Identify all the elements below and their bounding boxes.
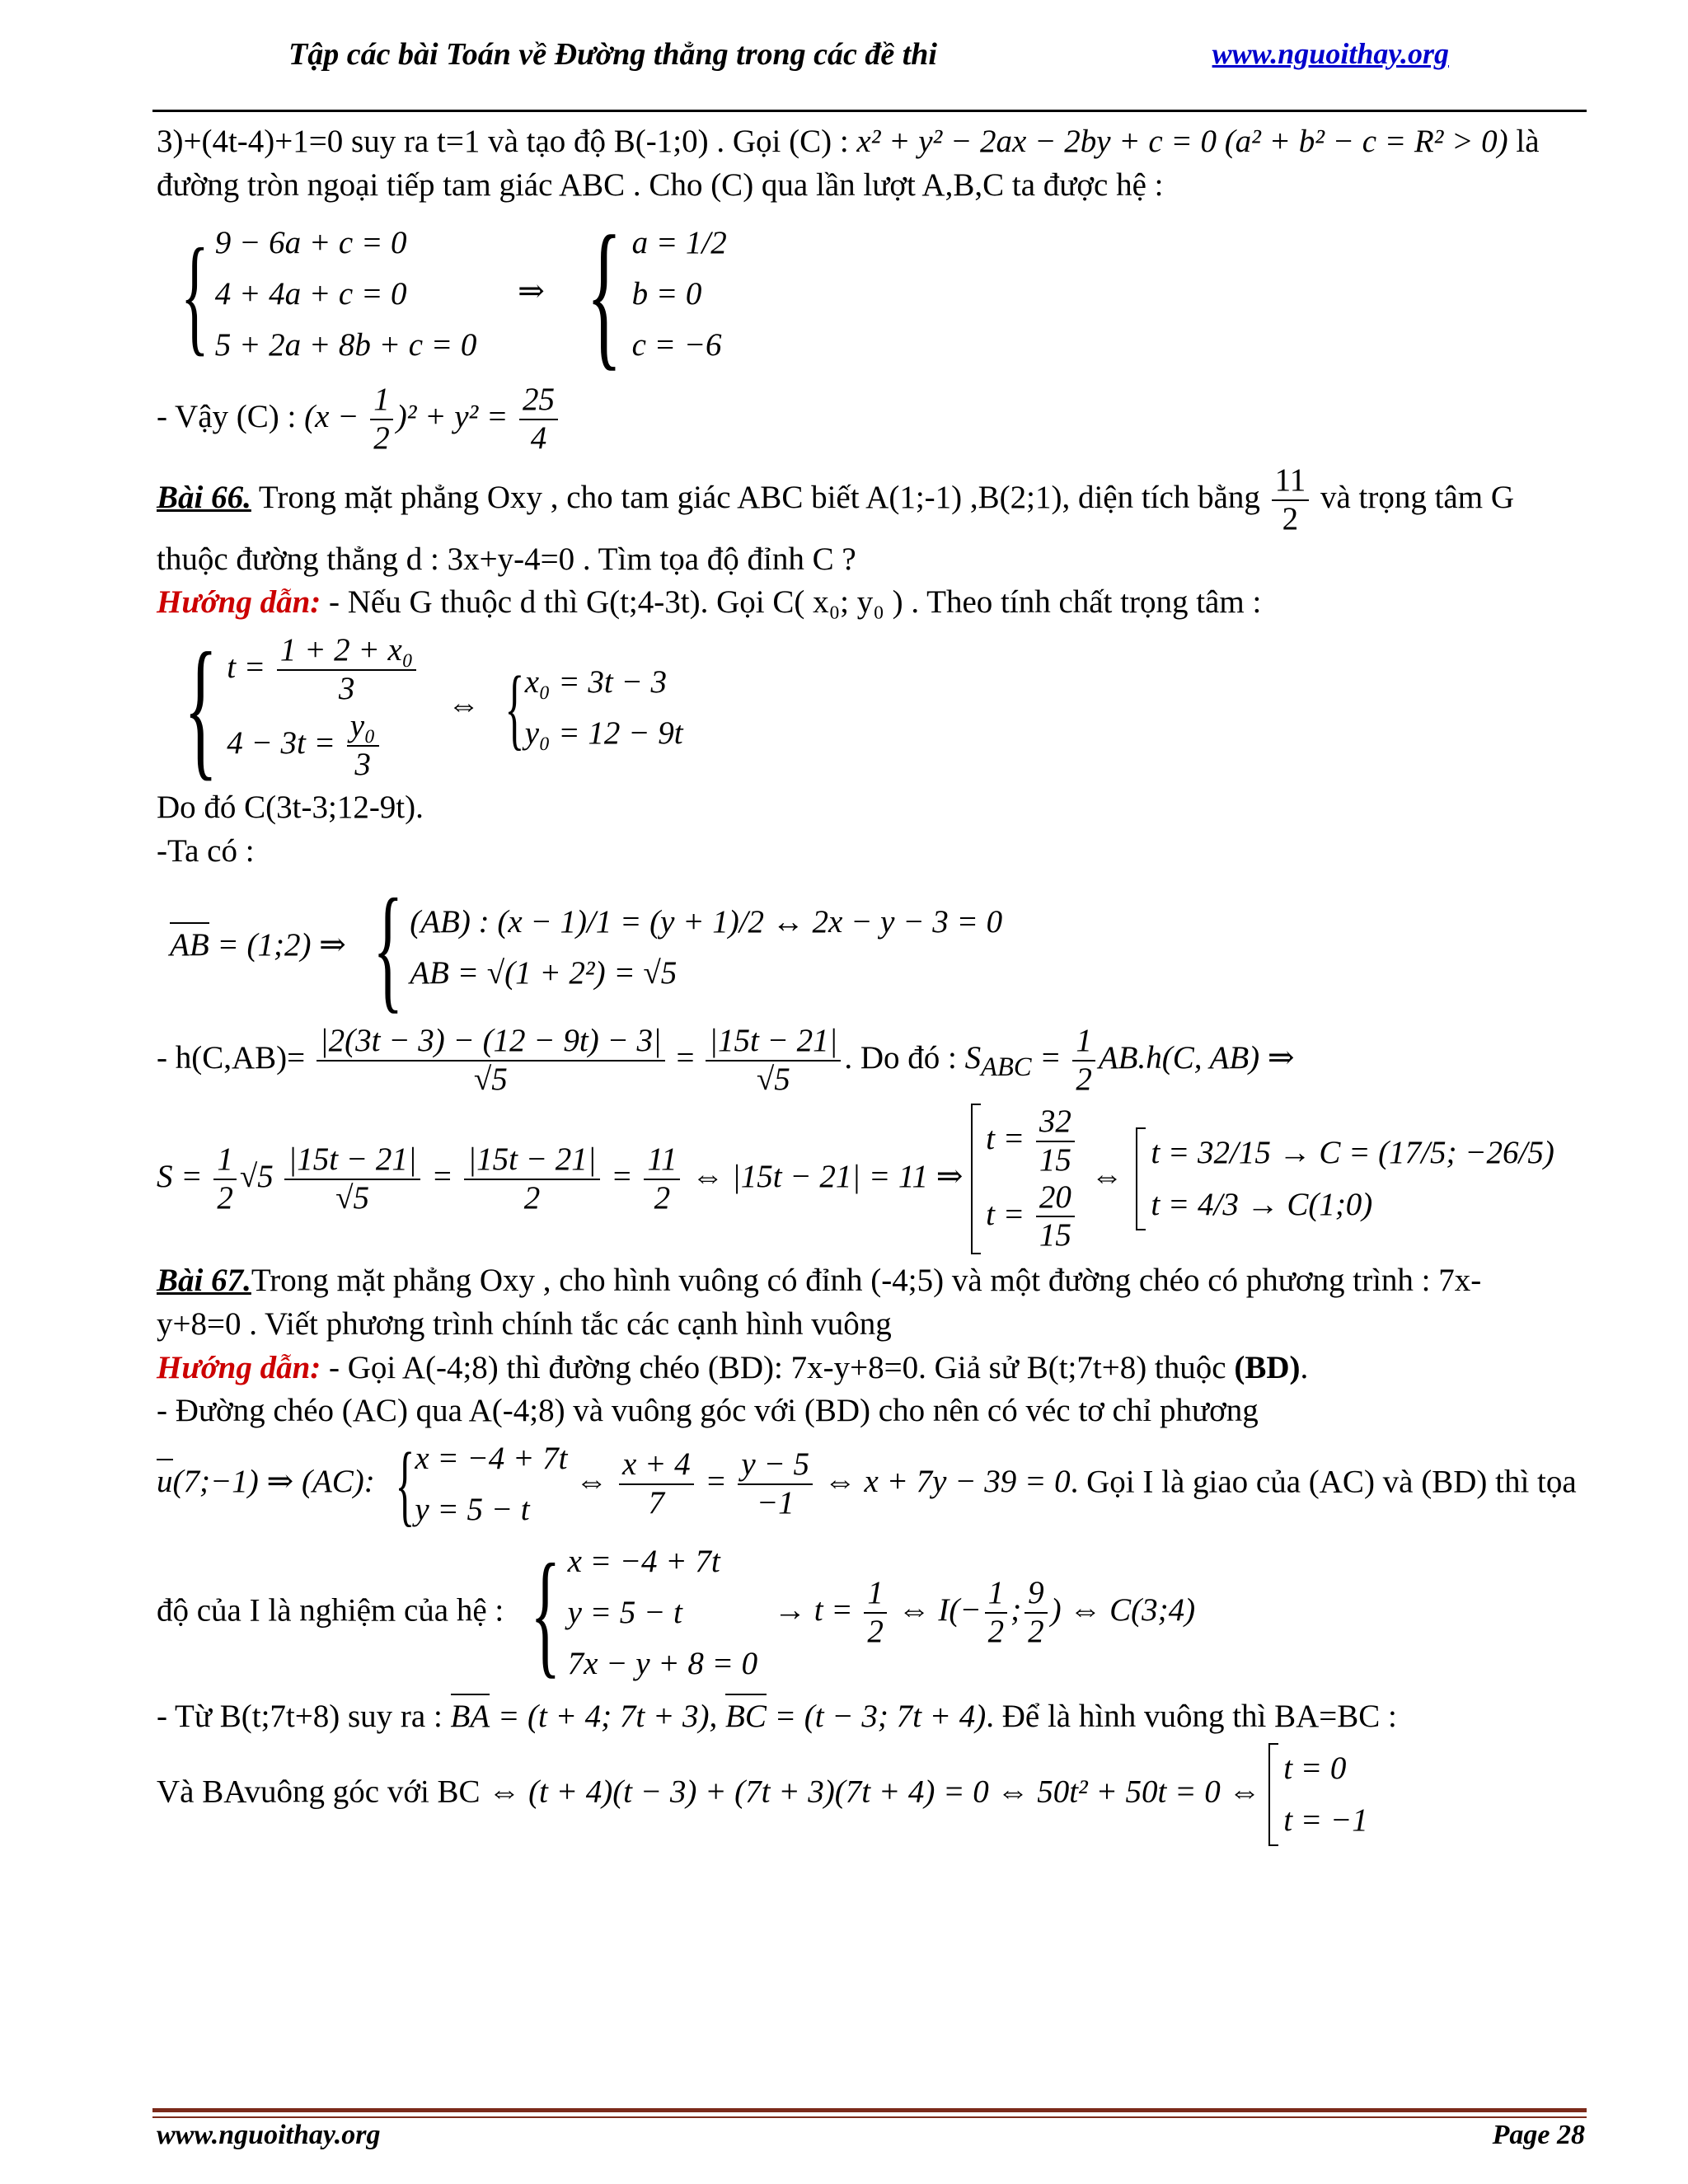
bai-66-label: Bài 66. bbox=[157, 479, 251, 515]
text-intro: 3)+(4t-4)+1=0 suy ra t=1 và tạo độ B(-1;0) . Gọi (C) : bbox=[157, 124, 857, 159]
do-do: Do đó C(3t-3;12-9t). bbox=[157, 789, 424, 825]
system-1-rows bbox=[215, 218, 477, 372]
hd-66-text: - Nếu G thuộc d thì G(t;4-3t). Gọi C( x₀; y₀ ) . Theo tính chất trọng tâm : bbox=[321, 584, 1262, 621]
bai-66-text: Trong mặt phẳng Oxy , cho tam giác ABC biết A(1;-1) ,B(2;1), diện tích bằng bbox=[251, 479, 1268, 515]
footer-divider-thick bbox=[152, 2108, 1587, 2112]
system-1-result-rows bbox=[632, 218, 727, 372]
brace-icon: { bbox=[585, 203, 622, 386]
brace-icon: { bbox=[373, 870, 403, 1026]
huong-dan-label: Hướng dẫn: bbox=[157, 1349, 321, 1385]
va-ba-case: t = 0 bbox=[1283, 1750, 1347, 1787]
bracket-icon bbox=[1268, 1743, 1278, 1846]
ab-length: AB = √(1 + 2²) = √5 bbox=[410, 955, 678, 991]
ac-param-rows bbox=[415, 1433, 567, 1536]
i-system-row: 7x − y + 8 = 0 bbox=[567, 1646, 758, 1682]
header-divider bbox=[152, 110, 1587, 112]
tu-b-tail: . Để là hình vuông thì BA=BC : bbox=[986, 1698, 1397, 1734]
ac-line: - Đường chéo (AC) qua A(-4;8) và vuông góc với (BD) cho nên có véc tơ chỉ phương bbox=[157, 1393, 1259, 1429]
ab-system-rows bbox=[410, 897, 1002, 1000]
system-1-row: 4 + 4a + c = 0 bbox=[214, 276, 407, 312]
tu-b-line bbox=[157, 1695, 1587, 1739]
system-1-row: 9 − 6a + c = 0 bbox=[214, 224, 407, 260]
i-line bbox=[157, 1536, 1587, 1690]
i-system-rows bbox=[568, 1536, 758, 1690]
h-line: - h(C,AB)= $\frac{|2(3t - 3) - (12 - 9t) - 3|}{√5}$ = $\frac{|15t - 21|}{√5}$ . Do đó : $S_{ABC}$ = $\frac{1}{2}$ AB.h(C, AB) ⇒ bbox=[157, 1023, 1295, 1098]
header-link[interactable]: www.nguoithay.org bbox=[1212, 37, 1449, 70]
system-1-left bbox=[163, 218, 476, 372]
bai-67-line-2: y+8=0 . Viết phương trình chính tắc các cạnh hình vuông bbox=[157, 1305, 892, 1342]
page-content bbox=[157, 115, 1587, 1846]
hd-67-end: . bbox=[1300, 1349, 1309, 1385]
ac-equation-line bbox=[157, 1433, 1587, 1536]
bai-67-text: Trong mặt phẳng Oxy , cho hình vuông có đỉnh (-4;5) và một đường chéo có phương trình : 7x- bbox=[251, 1263, 1482, 1299]
h-fraction-1: $\frac{|2(3t - 3) - (12 - 9t) - 3|}{√5}$ bbox=[316, 1023, 665, 1099]
va-ba-line bbox=[157, 1743, 1587, 1846]
system-1-result-row: a = 1/2 bbox=[631, 224, 727, 260]
circle-result-eq: (x − $\frac{1}{2}$ )² + y² = $\frac{25}{4}$ bbox=[304, 399, 561, 434]
system-2-row: t = $\frac{\text{1 + 2 + x₀}}{3}$ bbox=[227, 632, 420, 708]
system-1-result-row: b = 0 bbox=[631, 276, 702, 312]
va-ba-cases bbox=[1268, 1743, 1367, 1846]
ab-vector: AB = (1;2) ⇒ bbox=[170, 927, 346, 963]
system-1 bbox=[163, 203, 1587, 386]
c-cases-rows bbox=[1151, 1127, 1554, 1230]
huong-dan-label: Hướng dẫn: bbox=[157, 584, 321, 621]
ac-canonical: ⇔ $\frac{x + 4}{7}$ = $\frac{y - 5}{-1}$ ⇔ x + 7y − 39 = 0 bbox=[575, 1446, 1071, 1521]
circle-equation: x² + y² − 2ax − 2by + c = 0 (a² + b² − c = R² > 0) bbox=[856, 124, 1508, 159]
i-result: → t = $\frac{1}{2}$ ⇔ I(− $\frac{1}{2}$ ; $\frac{9}{2}$ ) ⇔ C(3;4) bbox=[773, 1575, 1196, 1650]
text-la: là bbox=[1507, 124, 1540, 159]
i-label: độ của I là nghiệm của hệ : bbox=[157, 1592, 512, 1629]
system-2-result-rows bbox=[525, 657, 683, 760]
brace-icon: { bbox=[530, 1535, 561, 1691]
c-cases bbox=[1136, 1127, 1554, 1230]
hd-67-text: - Gọi A(-4;8) thì đường chéo (BD): 7x-y+8=0. Giả sử B(t;7t+8) thuộc bbox=[321, 1349, 1235, 1385]
line-2: đường tròn ngoại tiếp tam giác ABC . Cho (C) qua lần lượt A,B,C ta được hệ : bbox=[157, 166, 1164, 203]
t-cases-rows bbox=[986, 1104, 1078, 1254]
c-case: t = 32/15 → C = (17/5; −26/5) bbox=[1151, 1135, 1554, 1171]
footer-divider-thin bbox=[152, 2116, 1587, 2118]
line-1 bbox=[157, 120, 1587, 164]
ac-tail: . Gọi I là giao của (AC) và (BD) thì tọa bbox=[1070, 1464, 1577, 1500]
tu-b-label: - Từ B(t;7t+8) suy ra : bbox=[157, 1698, 451, 1734]
ac-vector: u(7;−1) ⇒ (AC): bbox=[157, 1464, 375, 1499]
system-2-rows bbox=[227, 632, 420, 783]
h-tail: . Do đó : bbox=[844, 1040, 965, 1076]
circle-result bbox=[157, 382, 1587, 457]
implies-icon: ⇒ bbox=[518, 274, 545, 310]
bai-67-heading bbox=[157, 1259, 1587, 1303]
system-2 bbox=[163, 621, 1587, 794]
c-case: t = 4/3 → C(1;0) bbox=[1151, 1186, 1373, 1222]
va-ba-equation: ⇔ (t + 4)(t − 3) + (7t + 3)(7t + 4) = 0 ⇔ 50t² + 50t = 0 ⇔ bbox=[488, 1774, 1261, 1810]
hd-67-bd: (BD) bbox=[1234, 1349, 1301, 1385]
i-system bbox=[512, 1536, 757, 1690]
equiv-icon: ⇔ bbox=[1090, 1158, 1123, 1194]
brace-icon: { bbox=[395, 1434, 415, 1535]
system-1-row: 5 + 2a + 8b + c = 0 bbox=[214, 327, 477, 363]
va-ba-cases-rows bbox=[1283, 1743, 1367, 1846]
brace-icon: { bbox=[504, 657, 525, 758]
hd-66 bbox=[157, 581, 1587, 625]
ba-bc-vectors: BA = (t + 4; 7t + 3), BC = (t − 3; 7t + 4) bbox=[451, 1699, 987, 1734]
s-line bbox=[157, 1104, 1587, 1254]
brace-icon: { bbox=[181, 221, 209, 368]
t-case: t = $\frac{20}{15}$ bbox=[986, 1179, 1078, 1255]
ab-line: (AB) : (x − 1)/1 = (y + 1)/2 ↔ 2x − y − 3 = 0 bbox=[410, 903, 1003, 940]
system-2-result-row: y₀ = 12 − 9t bbox=[524, 715, 683, 751]
ac-param-row: y = 5 − t bbox=[415, 1492, 530, 1528]
footer-link[interactable]: www.nguoithay.org bbox=[157, 2120, 381, 2150]
page-number: Page 28 bbox=[1492, 2120, 1585, 2150]
hd-67 bbox=[157, 1347, 1587, 1390]
t-cases bbox=[971, 1104, 1078, 1254]
bai-67-label: Bài 67. bbox=[157, 1263, 251, 1299]
va-ba-label: Và BAvuông góc với BC bbox=[157, 1774, 489, 1810]
vay-label: - Vậy (C) : bbox=[157, 399, 305, 435]
ac-param-row: x = −4 + 7t bbox=[415, 1440, 568, 1476]
ac-param bbox=[383, 1433, 568, 1536]
ta-co: -Ta có : bbox=[157, 832, 255, 869]
system-1-result-row: c = −6 bbox=[631, 327, 722, 363]
i-system-row: y = 5 − t bbox=[567, 1595, 682, 1631]
system-2-row: 4 − 3t = $\frac{\text{y₀}}{3}$ bbox=[227, 708, 420, 784]
bai-66-tail: và trọng tâm G bbox=[1312, 479, 1514, 515]
s-equation: S = $\frac{1}{2}$ √5 $\frac{|15t - 21|}{√5}$ = $\frac{|15t - 21|}{2}$ = $\frac{11}{2}$ ⇔ |15t − 21| = 11 ⇒ bbox=[157, 1141, 972, 1216]
i-system-row: x = −4 + 7t bbox=[567, 1543, 720, 1579]
equiv-icon: ⇔ bbox=[448, 687, 481, 723]
brace-icon: { bbox=[184, 621, 218, 794]
system-1-result bbox=[565, 203, 727, 386]
bai-66-heading bbox=[157, 462, 1587, 538]
h-fraction-2: $\frac{|15t - 21|}{√5}$ bbox=[706, 1023, 841, 1099]
ab-system bbox=[170, 870, 1587, 1026]
bai-66-line-2: thuộc đường thẳng d : 3x+y-4=0 . Tìm tọa độ đỉnh C ? bbox=[157, 541, 856, 577]
area-fraction: $\frac{11}{2}$ bbox=[1272, 462, 1310, 538]
t-case: t = $\frac{32}{15}$ bbox=[986, 1104, 1078, 1179]
ab-system-block bbox=[354, 870, 1003, 1026]
bracket-icon bbox=[971, 1104, 981, 1254]
bracket-icon bbox=[1136, 1127, 1146, 1230]
header-title: Tập các bài Toán về Đường thẳng trong các đề thi bbox=[288, 37, 937, 72]
va-ba-case: t = −1 bbox=[1283, 1802, 1368, 1838]
system-2-result-row: x₀ = 3t − 3 bbox=[524, 663, 668, 700]
system-2-result bbox=[493, 657, 683, 760]
h-label: - h(C,AB)= bbox=[157, 1040, 306, 1076]
area-formula: $S_{ABC}$ = $\frac{1}{2}$ AB.h(C, AB) ⇒ bbox=[964, 1023, 1295, 1098]
system-2-left bbox=[163, 621, 420, 794]
